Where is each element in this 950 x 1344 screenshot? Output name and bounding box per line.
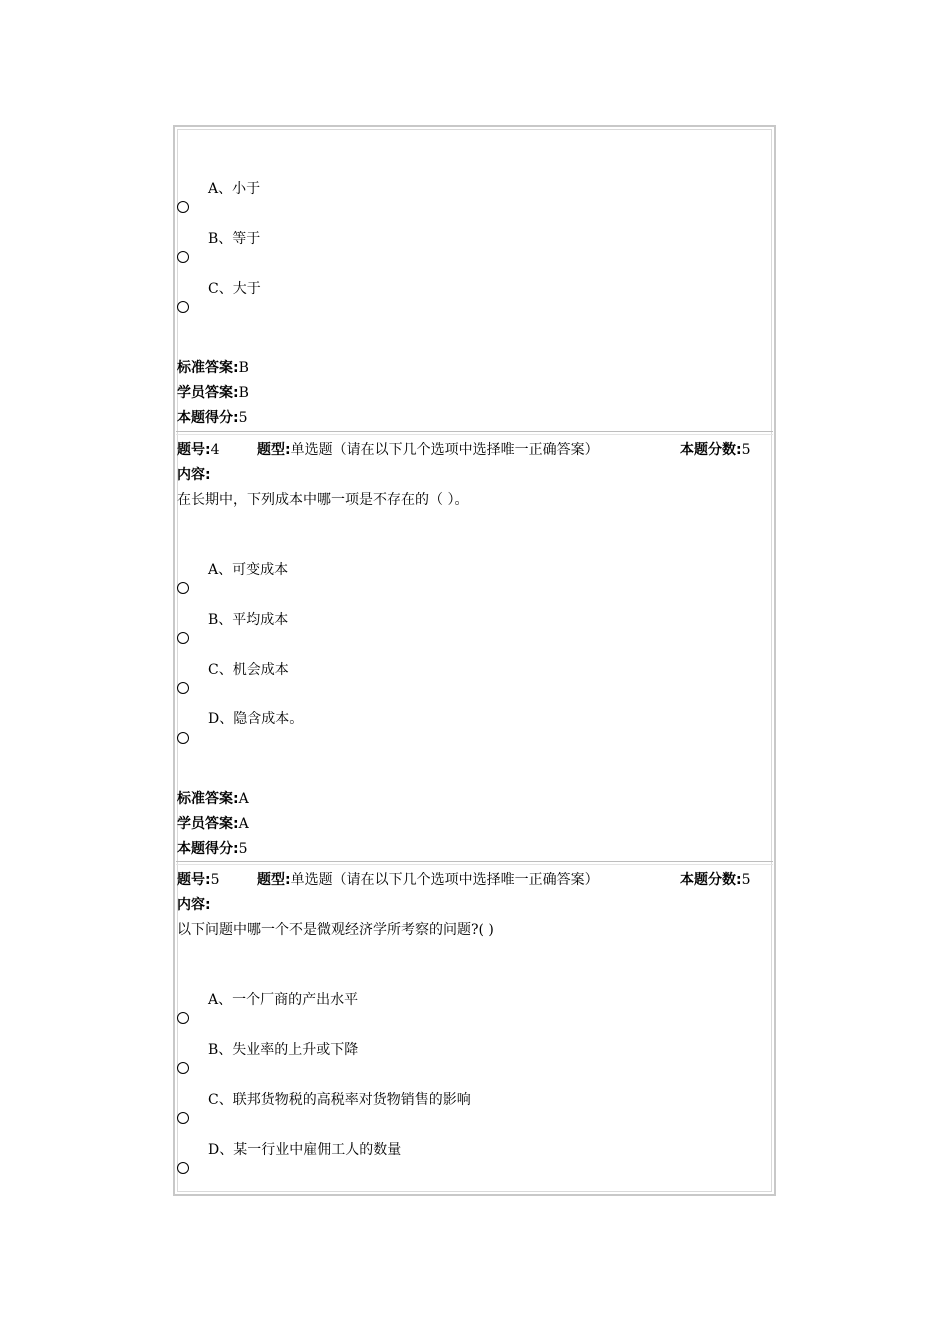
q3-radio-b[interactable]: [177, 251, 189, 263]
q4-standard-answer: 标准答案:A: [177, 791, 249, 807]
q5-option-a: A、一个厂商的产出水平: [208, 992, 359, 1008]
q5-radio-b[interactable]: [177, 1062, 189, 1074]
q5-radio-d[interactable]: [177, 1162, 189, 1174]
q5-number: 题号:5: [177, 872, 220, 888]
q5-points: 本题分数:5: [680, 872, 751, 888]
q4-radio-d[interactable]: [177, 732, 189, 744]
q3-option-b: B、等于: [208, 231, 261, 247]
q5-option-b: B、失业率的上升或下降: [208, 1042, 359, 1058]
q4-score: 本题得分:5: [177, 841, 248, 857]
q4-radio-a[interactable]: [177, 582, 189, 594]
q3-radio-a[interactable]: [177, 201, 189, 213]
q4-option-c: C、机会成本: [208, 662, 289, 678]
q4-content-label: 内容:: [177, 467, 211, 483]
q4-radio-b[interactable]: [177, 632, 189, 644]
q4-number: 题号:4: [177, 442, 220, 458]
q3-radio-c[interactable]: [177, 301, 189, 313]
q3-student-answer: 学员答案:B: [177, 385, 249, 401]
q4-type: 题型:单选题（请在以下几个选项中选择唯一正确答案）: [257, 442, 599, 458]
q3-score: 本题得分:5: [177, 410, 248, 426]
q4-question-text: 在长期中，下列成本中哪一项是不存在的（ ）。: [177, 492, 469, 508]
q5-radio-a[interactable]: [177, 1012, 189, 1024]
q3-standard-answer: 标准答案:B: [177, 360, 249, 376]
q4-student-answer: 学员答案:A: [177, 816, 249, 832]
q4-option-a: A、可变成本: [208, 562, 289, 578]
q5-content-label: 内容:: [177, 897, 211, 913]
q5-type: 题型:单选题（请在以下几个选项中选择唯一正确答案）: [257, 872, 599, 888]
q5-option-d: D、某一行业中雇佣工人的数量: [208, 1142, 402, 1158]
q4-radio-c[interactable]: [177, 682, 189, 694]
question-divider: [176, 861, 773, 865]
q3-option-a: A、小于: [208, 181, 261, 197]
q5-option-c: C、联邦货物税的高税率对货物销售的影响: [208, 1092, 471, 1108]
question-divider: [176, 431, 773, 435]
q5-radio-c[interactable]: [177, 1112, 189, 1124]
q3-option-c: C、大于: [208, 281, 261, 297]
q5-question-text: 以下问题中哪一个不是微观经济学所考察的问题?( ): [177, 922, 494, 938]
q4-points: 本题分数:5: [680, 442, 751, 458]
q4-option-b: B、平均成本: [208, 612, 289, 628]
q4-option-d: D、隐含成本。: [208, 711, 304, 727]
